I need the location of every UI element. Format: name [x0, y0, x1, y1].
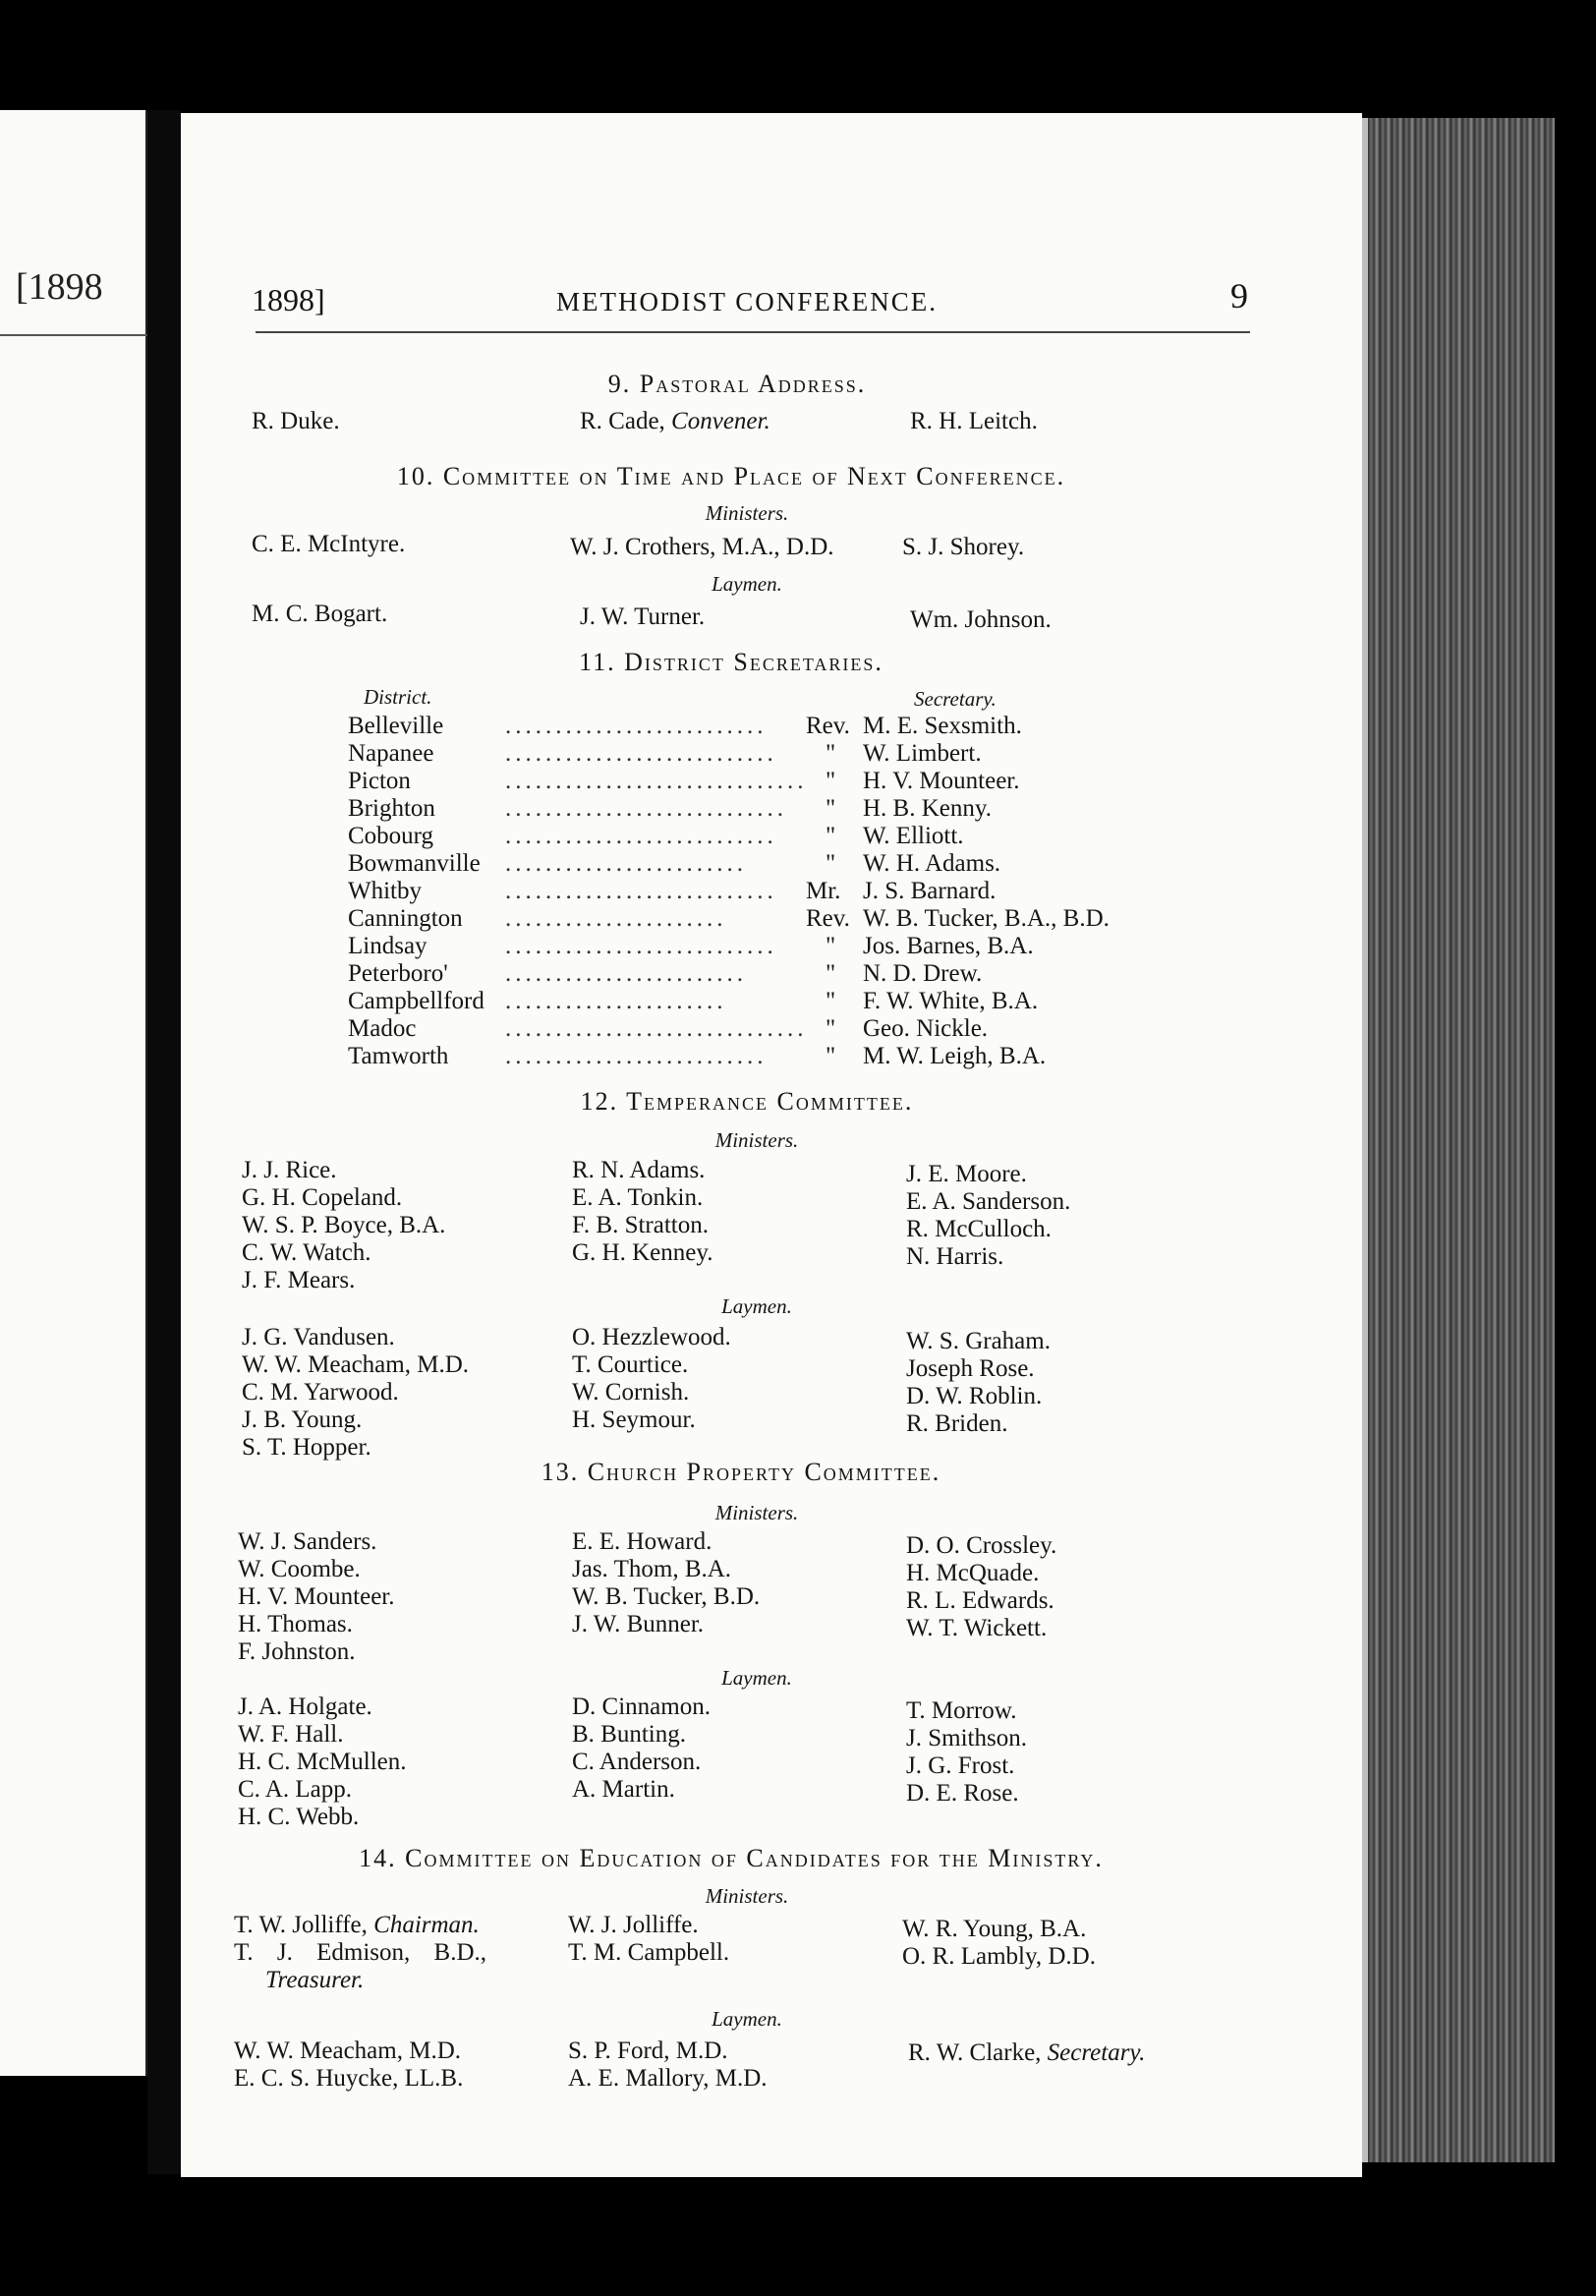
leader-dots: ............................ — [505, 795, 787, 822]
s13-minister-name: Jas. Thom, B.A. — [572, 1556, 732, 1582]
district-name: Madoc — [348, 1015, 417, 1042]
secretary-name: H. V. Mounteer. — [863, 768, 1020, 794]
s14-minister: W. R. Young, B.A. — [902, 1916, 1087, 1942]
s14-minister: W. J. Jolliffe. — [568, 1912, 699, 1938]
leader-dots: .......................... — [505, 713, 768, 739]
s12-layme-name: D. W. Roblin. — [906, 1383, 1043, 1409]
s14-secretary-name: R. W. Clarke, — [908, 2039, 1042, 2066]
s13-layme-name: W. F. Hall. — [238, 1721, 344, 1748]
s12-minister-name: C. W. Watch. — [242, 1239, 371, 1266]
s9-member — [580, 408, 770, 435]
secretary-name: Geo. Nickle. — [863, 1015, 989, 1042]
leader-dots: .......................... — [505, 1043, 768, 1069]
s13-layme-name: C. A. Lapp. — [238, 1776, 352, 1803]
district-name: Lindsay — [348, 933, 428, 959]
secretary-title: " — [826, 988, 836, 1014]
s13-layme-name: H. C. McMullen. — [238, 1749, 407, 1775]
s9-convener-role: Convener. — [671, 408, 770, 434]
book-gutter — [147, 110, 181, 2174]
s10-layman: Wm. Johnson. — [910, 606, 1052, 633]
ministers-label: Ministers. — [705, 501, 789, 525]
secretary-title: " — [826, 823, 836, 849]
header-title: METHODIST CONFERENCE. — [555, 287, 939, 316]
leader-dots: .............................. — [505, 1015, 808, 1042]
district-name: Picton — [348, 768, 411, 794]
s10-layman: J. W. Turner. — [580, 603, 706, 630]
s14-chairman-role: Chairman. — [373, 1912, 480, 1938]
district-name: Belleville — [348, 713, 444, 739]
secretary-title: " — [826, 960, 836, 987]
secretary-title: " — [826, 1043, 836, 1069]
leader-dots: .............................. — [505, 768, 808, 794]
ministers-label: Ministers. — [714, 1501, 799, 1524]
s13-minister-name: W. Coombe. — [238, 1556, 361, 1582]
secretary-name: M. W. Leigh, B.A. — [863, 1043, 1047, 1069]
s14-layman — [908, 2039, 1145, 2067]
s13-minister-name: H. V. Mounteer. — [238, 1583, 395, 1610]
s14-minister: T. J. Edmison, B.D., — [234, 1939, 487, 1966]
section-12-heading: 12. Temperance Committee. — [580, 1087, 914, 1116]
s12-layme-name: W. W. Meacham, M.D. — [242, 1351, 469, 1378]
s14-layman: W. W. Meacham, M.D. — [234, 2038, 461, 2064]
s13-layme-name: C. Anderson. — [572, 1749, 702, 1775]
section-13-heading: 13. Church Property Committee. — [541, 1458, 941, 1486]
district-name: Whitby — [348, 878, 422, 904]
s12-layme-name: H. Seymour. — [572, 1406, 696, 1433]
secretary-name: M. E. Sexsmith. — [863, 713, 1022, 739]
section-9-heading: 9. Pastoral Address. — [607, 370, 867, 398]
leader-dots: ........................ — [505, 850, 747, 877]
section-10-heading: 10. Committee on Time and Place of Next Conference. — [396, 462, 1066, 490]
s12-layme-name: J. G. Vandusen. — [242, 1324, 395, 1350]
section-14-heading: 14. Committee on Education of Candidates for the Ministry. — [359, 1844, 1104, 1872]
s12-minister-name: R. N. Adams. — [572, 1157, 706, 1183]
district-name: Peterboro' — [348, 960, 448, 987]
s12-minister-name: G. H. Copeland. — [242, 1184, 403, 1211]
s13-layme-name: H. C. Webb. — [238, 1804, 360, 1830]
s13-layme-name: D. Cinnamon. — [572, 1693, 711, 1720]
s12-minister-name: W. S. P. Boyce, B.A. — [242, 1212, 446, 1238]
secretary-title: " — [826, 768, 836, 794]
district-name: Cannington — [348, 905, 463, 932]
district-name: Campbellford — [348, 988, 484, 1014]
s14-layman: S. P. Ford, M.D. — [568, 2038, 728, 2064]
s12-layme-name: C. M. Yarwood. — [242, 1379, 399, 1406]
laymen-label: Laymen. — [712, 2007, 782, 2031]
s12-minister-name: J. F. Mears. — [242, 1267, 356, 1293]
s12-minister-name: F. B. Stratton. — [572, 1212, 709, 1238]
s10-minister: S. J. Shorey. — [902, 534, 1025, 560]
secretary-name: W. Limbert. — [863, 740, 982, 767]
s13-layme-name: J. A. Holgate. — [238, 1693, 372, 1720]
s13-layme-name: T. Morrow. — [906, 1697, 1017, 1724]
s13-layme-name: J. G. Frost. — [906, 1752, 1015, 1779]
s12-layme-name: W. Cornish. — [572, 1379, 690, 1406]
s12-layme-name: Joseph Rose. — [906, 1355, 1035, 1382]
s14-minister: O. R. Lambly, D.D. — [902, 1943, 1096, 1970]
book-page — [181, 113, 1362, 2177]
district-name: Tamworth — [348, 1043, 449, 1069]
s14-minister — [234, 1912, 480, 1939]
s12-minister-name: J. E. Moore. — [906, 1161, 1027, 1187]
s13-layme-name: B. Bunting. — [572, 1721, 686, 1748]
ministers-label: Ministers. — [714, 1128, 799, 1152]
s12-minister-name: R. McCulloch. — [906, 1216, 1052, 1242]
s13-layme-name: D. E. Rose. — [906, 1780, 1019, 1807]
leader-dots: ...................... — [505, 988, 727, 1014]
s13-minister-name: J. W. Bunner. — [572, 1611, 705, 1637]
s14-treasurer-role-text: Treasurer. — [265, 1967, 365, 1993]
secretary-title: Rev. — [806, 713, 850, 739]
s9-member: R. H. Leitch. — [910, 408, 1038, 434]
laymen-label: Laymen. — [721, 1294, 792, 1318]
district-name: Bowmanville — [348, 850, 481, 877]
ministers-label: Ministers. — [705, 1884, 789, 1908]
secretary-title: " — [826, 933, 836, 959]
s10-layman: M. C. Bogart. — [252, 601, 388, 627]
page-number: 9 — [1230, 276, 1248, 316]
secretary-title: Rev. — [806, 905, 850, 932]
page-edges — [1362, 118, 1555, 2162]
laymen-label: Laymen. — [712, 572, 782, 596]
left-page-header: [1898 — [16, 266, 103, 308]
secretary-name: J. S. Barnard. — [863, 878, 997, 904]
secretary-title: " — [826, 850, 836, 877]
s14-chairman-name: T. W. Jolliffe, — [234, 1912, 368, 1938]
secretary-title: Mr. — [806, 878, 841, 904]
leader-dots: ........................... — [505, 823, 777, 849]
secretary-title: " — [826, 740, 836, 767]
secretary-name: Jos. Barnes, B.A. — [863, 933, 1034, 959]
secretary-name: W. H. Adams. — [863, 850, 1001, 877]
s14-layman: E. C. S. Huycke, LL.B. — [234, 2065, 464, 2092]
s13-minister-name: E. E. Howard. — [572, 1528, 712, 1555]
district-column-label: District. — [364, 685, 432, 709]
leader-dots: ........................ — [505, 960, 747, 987]
s12-minister-name: G. H. Kenney. — [572, 1239, 713, 1266]
s13-layme-name: J. Smithson. — [906, 1725, 1027, 1751]
s10-minister: W. J. Crothers, M.A., D.D. — [570, 534, 834, 560]
s12-layme-name: W. S. Graham. — [906, 1328, 1051, 1354]
secretary-name: N. D. Drew. — [863, 960, 983, 987]
header-rule — [256, 331, 1250, 333]
left-page-fragment — [0, 110, 147, 2076]
district-name: Brighton — [348, 795, 435, 822]
district-name: Cobourg — [348, 823, 434, 849]
secretary-name: H. B. Kenny. — [863, 795, 993, 822]
secretary-title: " — [826, 1015, 836, 1042]
s13-minister-name: W. J. Sanders. — [238, 1528, 377, 1555]
leader-dots: ........................... — [505, 878, 777, 904]
header-year: 1898] — [252, 282, 325, 317]
leader-dots: ........................... — [505, 933, 777, 959]
s12-layme-name: R. Briden. — [906, 1410, 1008, 1437]
s13-minister-name: W. B. Tucker, B.D. — [572, 1583, 761, 1610]
s13-layme-name: A. Martin. — [572, 1776, 675, 1803]
s14-treasurer-role — [265, 1967, 364, 1994]
s12-minister-name: E. A. Tonkin. — [572, 1184, 704, 1211]
secretary-column-label: Secretary. — [914, 687, 997, 711]
s13-minister-name: H. McQuade. — [906, 1560, 1040, 1586]
s12-layme-name: J. B. Young. — [242, 1406, 363, 1433]
s13-minister-name: W. T. Wickett. — [906, 1615, 1048, 1641]
s14-minister: T. M. Campbell. — [568, 1939, 730, 1966]
secretary-title: " — [826, 795, 836, 822]
s14-layman: A. E. Mallory, M.D. — [568, 2065, 768, 2092]
s13-minister-name: D. O. Crossley. — [906, 1532, 1057, 1559]
s12-minister-name: J. J. Rice. — [242, 1157, 337, 1183]
district-name: Napanee — [348, 740, 434, 767]
s14-secretary-role: Secretary. — [1047, 2039, 1146, 2066]
secretary-name: F. W. White, B.A. — [863, 988, 1039, 1014]
s13-minister-name: H. Thomas. — [238, 1611, 353, 1637]
s13-minister-name: F. Johnston. — [238, 1638, 356, 1665]
s9-member: R. Duke. — [252, 408, 340, 434]
s10-minister: C. E. McIntyre. — [252, 531, 406, 557]
s12-minister-name: E. A. Sanderson. — [906, 1188, 1071, 1215]
s12-layme-name: O. Hezzlewood. — [572, 1324, 731, 1350]
s12-layme-name: S. T. Hopper. — [242, 1434, 371, 1461]
s9-member-name: R. Cade, — [580, 408, 665, 434]
s12-layme-name: T. Courtice. — [572, 1351, 689, 1378]
laymen-label: Laymen. — [721, 1666, 792, 1690]
s13-minister-name: R. L. Edwards. — [906, 1587, 1054, 1614]
leader-dots: ...................... — [505, 905, 727, 932]
s12-minister-name: N. Harris. — [906, 1243, 1004, 1270]
secretary-name: W. Elliott. — [863, 823, 964, 849]
leader-dots: ........................... — [505, 740, 777, 767]
secretary-name: W. B. Tucker, B.A., B.D. — [863, 905, 1110, 932]
section-11-heading: 11. District Secretaries. — [579, 648, 884, 676]
